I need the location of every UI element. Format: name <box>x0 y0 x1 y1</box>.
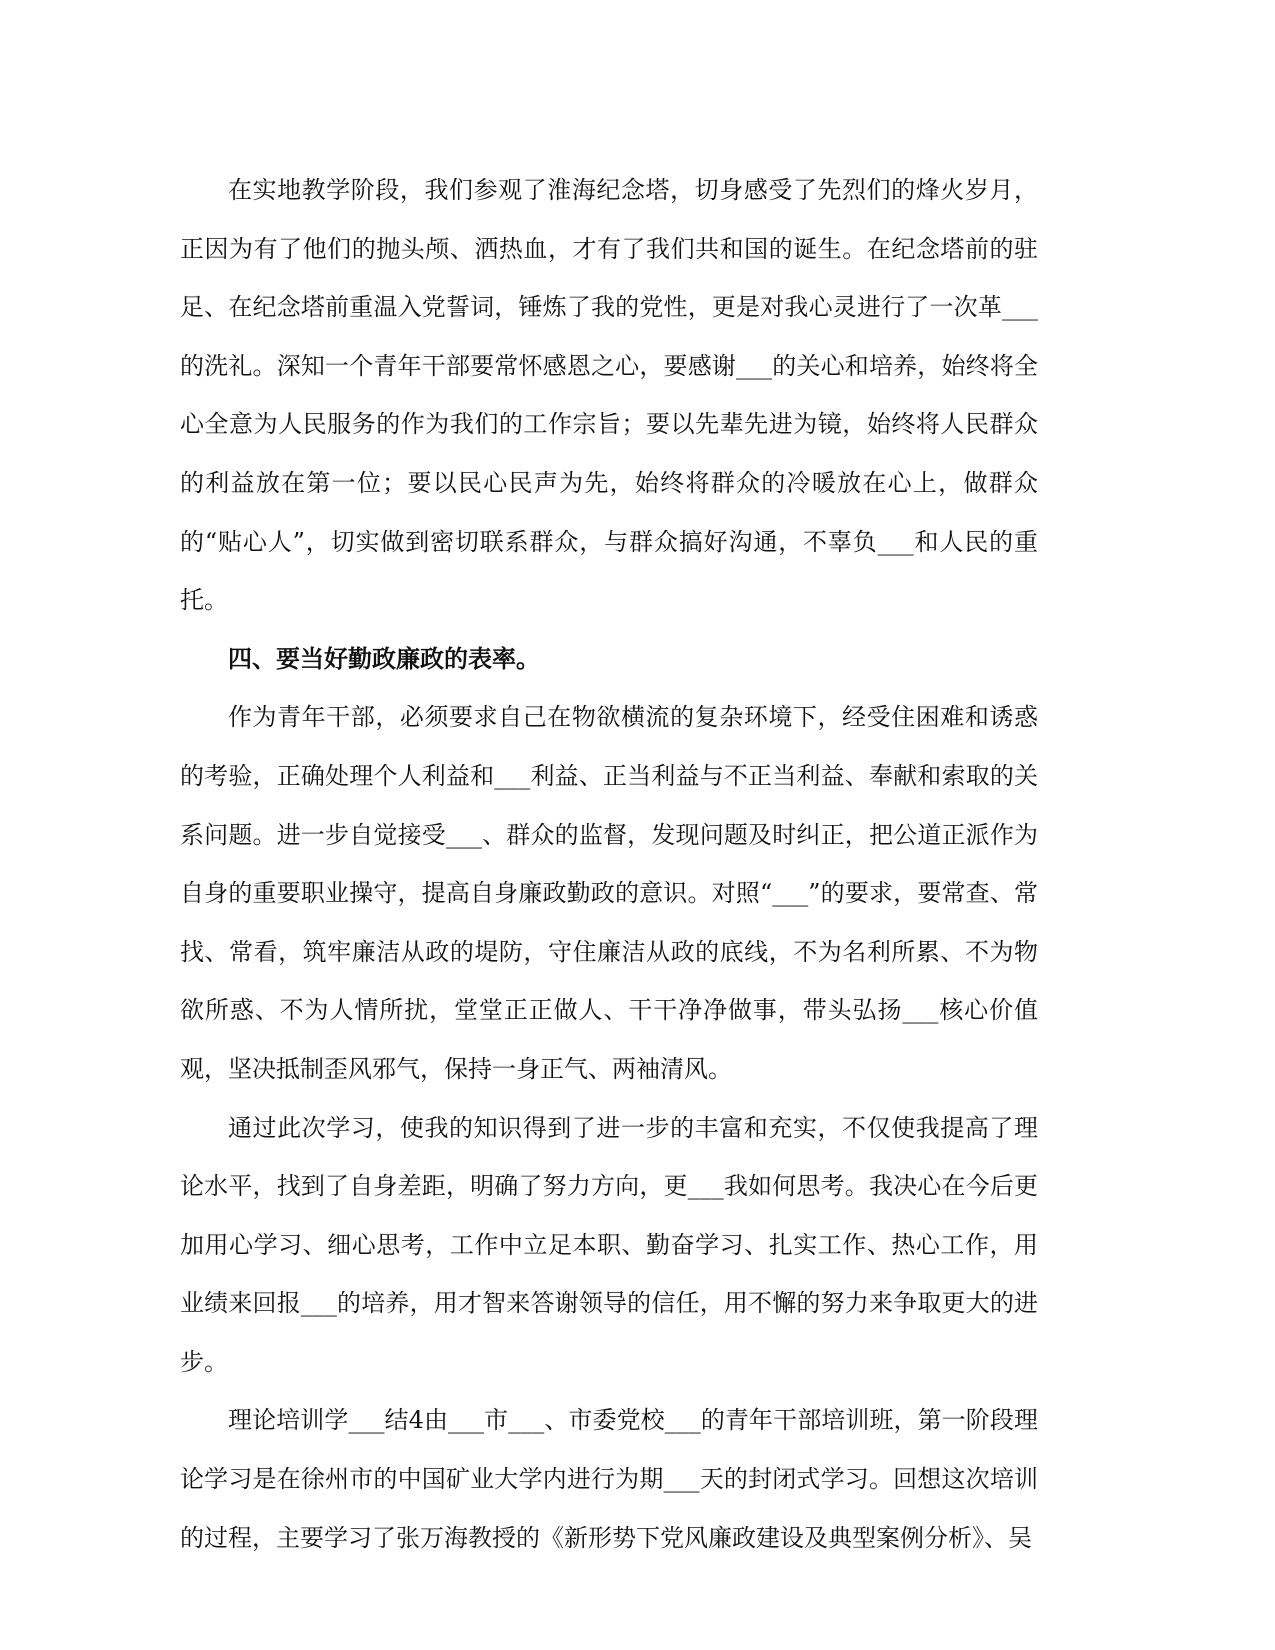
section-heading-4: 四、要当好勤政廉政的表率。 <box>228 643 540 673</box>
paragraph-field-teaching: 在实地教学阶段，我们参观了淮海纪念塔，切身感受了先烈们的烽火岁月，正因为有了他们的抛头颅、洒热血，才有了我们共和国的诞生。在纪念塔前的驻足、在纪念塔前重温入党誓词，锤炼了我的党性，更是对我心灵进行了一次革___的洗礼。深知一个青年干部要常怀感恩之心，要感谢___的关心和培养，始终将全心全意为人民服务的作为我们的工作宗旨；要以先辈先进为镜，始终将人民群众的利益放在第一位；要以民心民声为先，始终将群众的冷暖放在心上，做群众的“贴心人”，切实做到密切联系群众，与群众搞好沟通，不辜负___和人民的重托。 <box>180 176 1038 615</box>
paragraph-training-intro: 理论培训学___结4由___市___、市委党校___的青年干部培训班，第一阶段理论学习是在徐州市的中国矿业大学内进行为期___天的封闭式学习。回想这次培训的过程，主要学习了张万海教授的《新形势下党风廉政建设及典型案例分析》、吴 <box>180 1406 1038 1552</box>
paragraph-integrity: 作为青年干部，必须要求自己在物欲横流的复杂环境下，经受住困难和诱惑的考验，正确处理个人利益和___利益、正当利益与不正当利益、奉献和索取的关系问题。进一步自觉接受___、群众的监督，发现问题及时纠正，把公道正派作为自身的重要职业操守，提高自身廉政勤政的意识。对照“___”的要求，要常查、常找、常看，筑牢廉洁从政的堤防，守住廉洁从政的底线，不为名利所累、不为物欲所惑、不为人情所扰，堂堂正正做人、干干净净做事，带头弘扬___核心价值观，坚决抵制歪风邪气，保持一身正气、两袖清风。 <box>180 703 1038 1083</box>
document-page <box>180 161 1038 1567</box>
paragraph-study-summary: 通过此次学习，使我的知识得到了进一步的丰富和充实，不仅使我提高了理论水平，找到了自身差距，明确了努力方向，更___我如何思考。我决心在今后更加用心学习、细心思考，工作中立足本职、勤奋学习、扎实工作、热心工作，用业绩来回报___的培养，用才智来答谢领导的信任，用不懈的努力来争取更大的进步。 <box>180 1113 1038 1376</box>
